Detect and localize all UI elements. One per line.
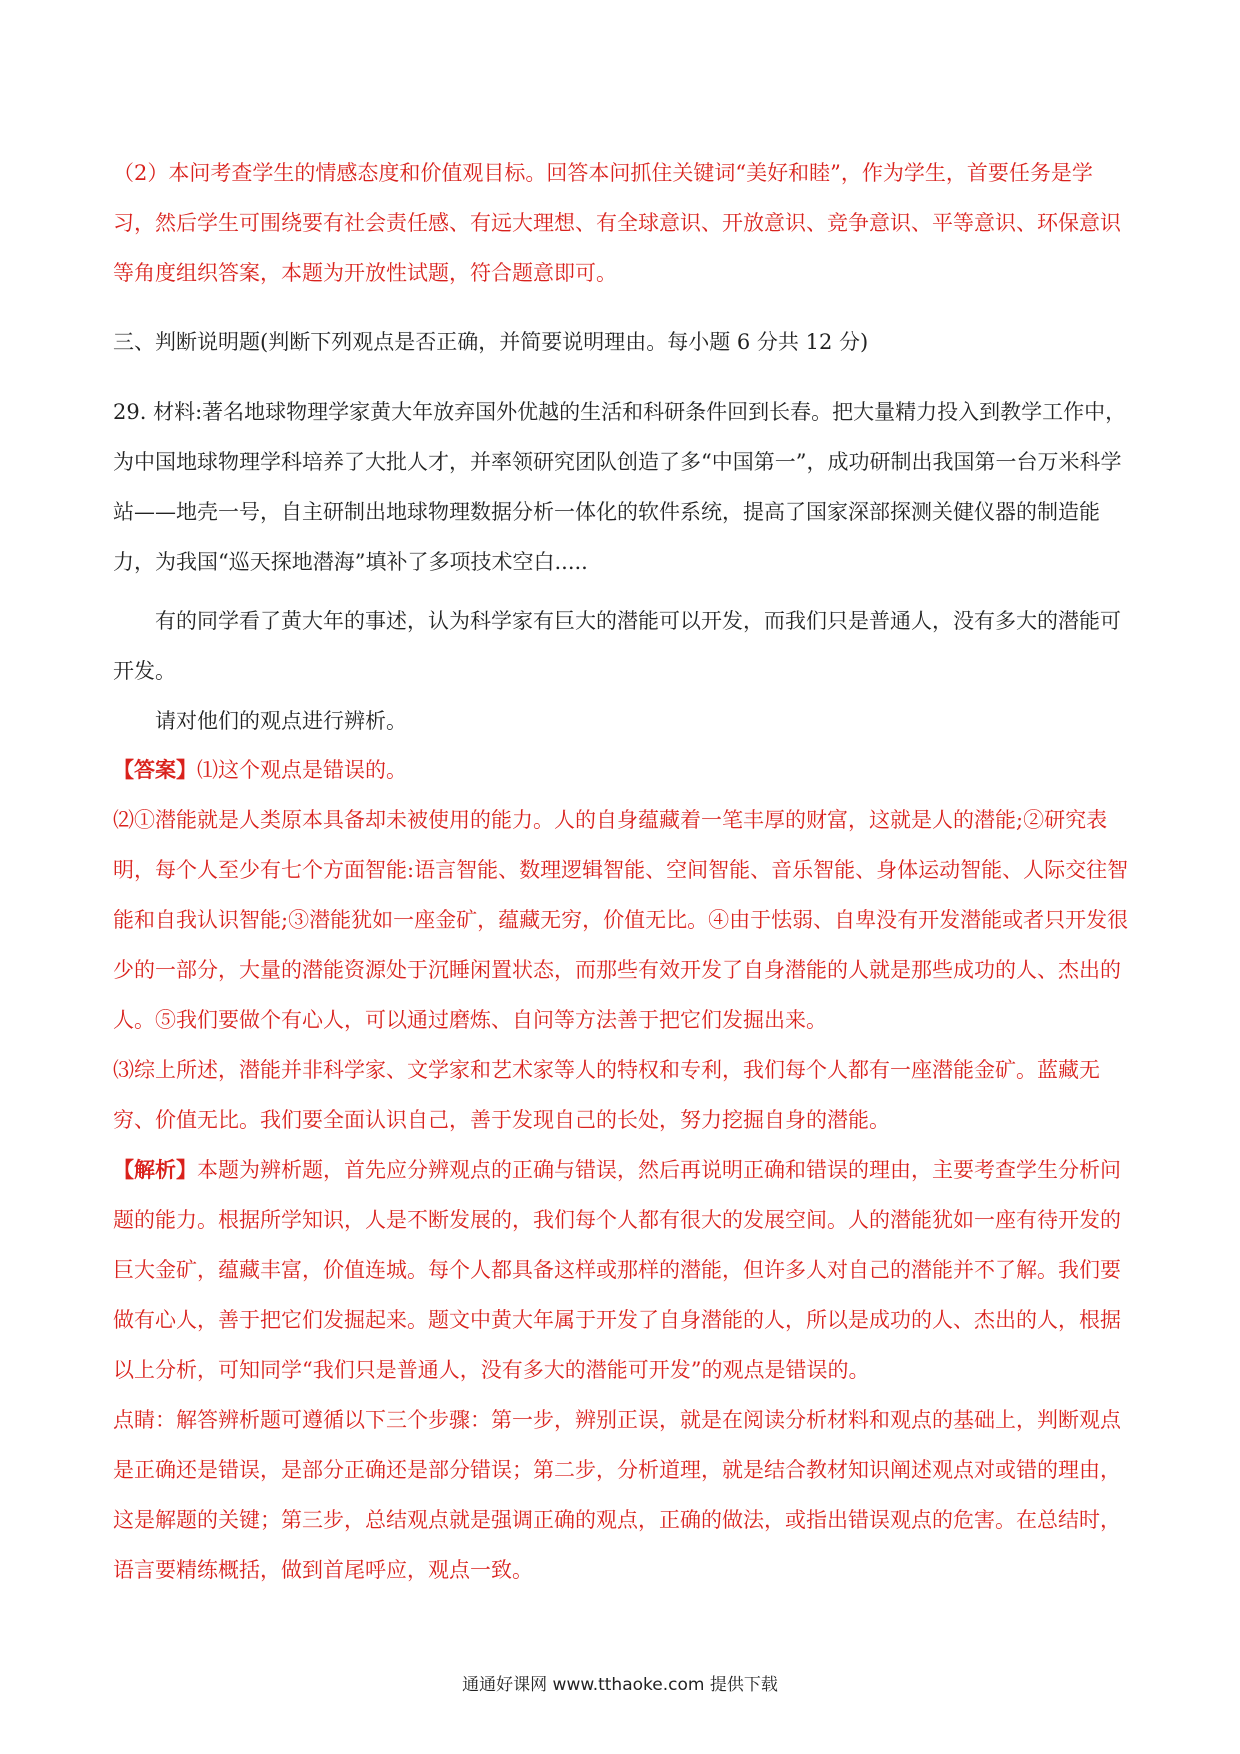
page-footer: 通通好课网 www.tthaoke.com 提供下载 — [462, 1675, 778, 1695]
answer-part1: ⑴这个观点是错误的。 — [197, 758, 407, 782]
question-29-material: 29. 材料:著名地球物理学家黄大年放弃国外优越的生活和科研条件回到长春。把大量精力投入到教学工作中，为中国地球物理学科培养了大批人才，并率领研究团队创造了多“中国第一”，成功研制出我国第一台万米科学站——地壳一号，自主研制出地球物理数据分析一体化的软件系统，提高了国家深部探测关健仪器的制造能力，为我国“巡天探地潜海”填补了多项技术空白..... — [113, 400, 1127, 574]
previous-answer-part2: （2）本问考查学生的情感态度和价值观目标。回答本问抓住关键词“美好和睦”，作为学生，首要任务是学习，然后学生可围绕要有社会责任感、有远大理想、有全球意识、开放意识、竞争意识、平等意识、环保意识 等角度组织答案，本题为开放性试题，符合题意即可。 — [113, 161, 1121, 285]
answer-tag: 【答案】 — [113, 757, 197, 782]
section-heading: 三、判断说明题(判断下列观点是否正确，并简要说明理由。每小题 6 分共 12 分) — [113, 330, 869, 354]
tip-paragraph: 点睛：解答辨析题可遵循以下三个步骤：第一步，辨别正误，就是在阅读分析材料和观点的基础上，判断观点是正确还是错误，是部分正确还是部分错误；第二步，分析道理，就是结合教材知识阐述观点对或错的理由，这是解题的关键；第三步，总结观点就是强调正确的观点，正确的做法，或指出错误观点的危害。在总结时，语言要精练概括，做到首尾呼应，观点一致。 — [113, 1408, 1121, 1582]
question-29-statement: 有的同学看了黄大年的事述，认为科学家有巨大的潜能可以开发，而我们只是普通人，没有多大的潜能可开发。 — [113, 609, 1121, 683]
analysis-tag: 【解析】 — [113, 1157, 197, 1182]
question-29-prompt: 请对他们的观点进行辨析。 — [155, 709, 407, 733]
answer-part1-line — [113, 745, 1133, 795]
analysis-text: 本题为辨析题，首先应分辨观点的正确与错误，然后再说明正确和错误的理由，主要考查学生分析问题的能力。根据所学知识，人是不断发展的，我们每个人都有很大的发展空间。人的潜能犹如一座有待开发的巨大金矿，蕴藏丰富，价值连城。每个人都具备这样或那样的潜能，但许多人对自己的潜能并不了解。我们要做有心人，善于把它们发掘起来。题文中黄大年属于开发了自身潜能的人，所以是成功的人、杰出的人，根据以上分析，可知同学“我们只是普通人，没有多大的潜能可开发”的观点是错误的。 — [113, 1158, 1121, 1382]
answer-part3: ⑶综上所述，潜能并非科学家、文学家和艺术家等人的特权和专利，我们每个人都有一座潜能金矿。蓝藏无穷、价值无比。我们要全面认识自己，善于发现自己的长处，努力挖掘自身的潜能。 — [113, 1058, 1100, 1132]
answer-part2: ⑵①潜能就是人类原本具备却未被使用的能力。人的自身蕴藏着一笔丰厚的财富，这就是人的潜能;②研究表明，每个人至少有七个方面智能:语言智能、数理逻辑智能、空间智能、音乐智能、身体运动智能、人际交往智能和自我认识智能;③潜能犹如一座金矿，蕴藏无穷，价值无比。④由于怯弱、自卑没有开发潜能或者只开发很少的一部分，大量的潜能资源处于沉睡闲置状态，而那些有效开发了自身潜能的人就是那些成功的人、杰出的人。⑤我们要做个有心人，可以通过磨炼、自问等方法善于把它们发掘出来。 — [113, 808, 1129, 1032]
analysis-paragraph — [113, 1145, 1133, 1395]
